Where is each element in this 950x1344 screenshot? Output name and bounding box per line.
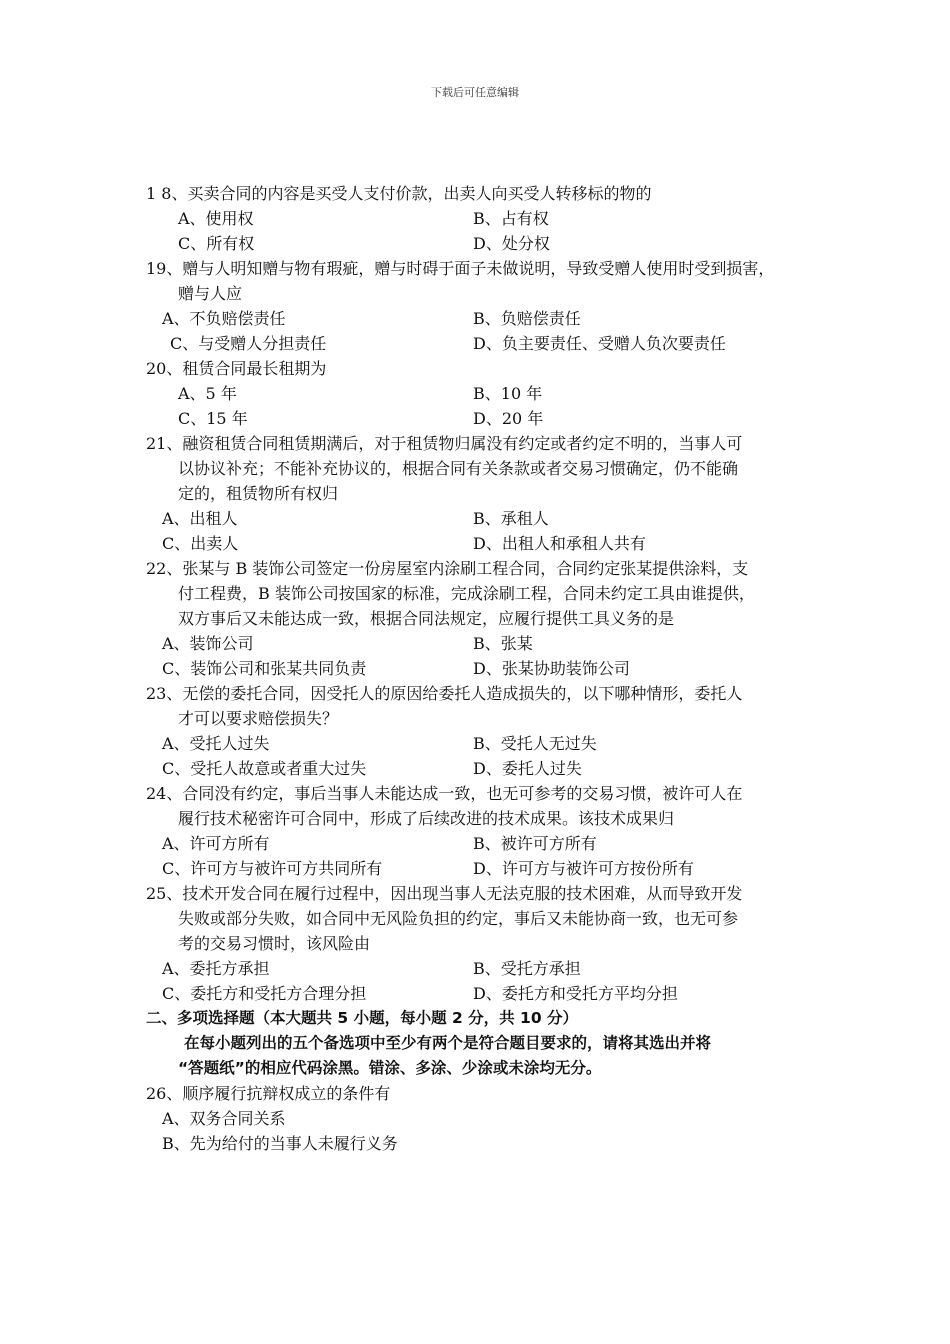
question-stem-continuation: 定的，租赁物所有权归 — [178, 484, 339, 503]
answer-option: A、出租人 — [162, 509, 238, 528]
answer-option: D、处分权 — [473, 234, 550, 253]
question-stem-continuation: 履行技术秘密许可合同中，形成了后续改进的技术成果。该技术成果归 — [178, 809, 675, 828]
section-title: 二、多项选择题（本大题共 5 小题，每小题 2 分，共 10 分） — [146, 1009, 579, 1027]
option-row — [146, 506, 826, 531]
option-row — [146, 381, 826, 406]
answer-option: B、承租人 — [473, 509, 549, 528]
page-header: 下载后可任意编辑 — [431, 86, 519, 99]
question-stem: 20、租赁合同最长租期为 — [146, 359, 327, 378]
answer-option: C、许可方与被许可方共同所有 — [162, 859, 383, 878]
answer-option: D、委托方和受托方平均分担 — [473, 984, 678, 1003]
question-stem: 19、赠与人明知赠与物有瑕疵，赠与时碍于面子未做说明，导致受赠人使用时受到损害， — [146, 259, 775, 278]
answer-option: A、使用权 — [178, 209, 254, 228]
option-row — [146, 956, 826, 981]
question-stem-continuation: 才可以要求赔偿损失？ — [178, 709, 339, 728]
answer-option: C、出卖人 — [162, 534, 239, 553]
option-row — [146, 406, 826, 431]
answer-option: D、张某协助装饰公司 — [473, 659, 630, 678]
answer-option: B、占有权 — [473, 209, 549, 228]
option-row — [146, 831, 826, 856]
answer-option: B、被许可方所有 — [473, 834, 597, 853]
answer-option: C、委托方和受托方合理分担 — [162, 984, 367, 1003]
question-stem: 1 8、买卖合同的内容是买受人支付价款，出卖人向买受人转移标的物的 — [146, 184, 652, 203]
section-instructions: 在每小题列出的五个备选项中至少有两个是符合题目要求的，请将其选出并将 — [184, 1034, 712, 1052]
answer-option: B、张某 — [473, 634, 533, 653]
answer-option: C、与受赠人分担责任 — [170, 334, 327, 353]
question-stem: 22、张某与 B 装饰公司签定一份房屋室内涂刷工程合同，合同约定张某提供涂料，支 — [146, 559, 749, 578]
question-stem-continuation: 失败或部分失败，如合同中无风险负担的约定，事后又未能协商一致，也无可参 — [178, 909, 739, 928]
option-row — [146, 231, 826, 256]
option-row — [146, 331, 826, 356]
answer-option: B、10 年 — [473, 384, 543, 403]
answer-option: D、许可方与被许可方按份所有 — [473, 859, 694, 878]
option-row — [146, 631, 826, 656]
question-stem-continuation: 以协议补充；不能补充协议的，根据合同有关条款或者交易习惯确定，仍不能确 — [178, 459, 739, 478]
answer-option: C、受托人故意或者重大过失 — [162, 759, 367, 778]
answer-option: A、装饰公司 — [162, 634, 254, 653]
answer-option: A、不负赔偿责任 — [162, 309, 286, 328]
answer-option: B、负赔偿责任 — [473, 309, 581, 328]
question-stem: 26、顺序履行抗辩权成立的条件有 — [146, 1084, 391, 1103]
answer-option: D、出租人和承租人共有 — [473, 534, 646, 553]
option-row — [146, 206, 826, 231]
answer-option: A、5 年 — [178, 384, 237, 403]
answer-option: A、受托人过失 — [162, 734, 270, 753]
section-instructions: “答题纸”的相应代码涂黑。错涂、多涂、少涂或未涂均无分。 — [178, 1059, 602, 1077]
option-row — [146, 731, 826, 756]
answer-option: B、先为给付的当事人未履行义务 — [162, 1134, 398, 1153]
option-row — [146, 856, 826, 881]
question-stem: 25、技术开发合同在履行过程中，因出现当事人无法克服的技术困难，从而导致开发 — [146, 884, 743, 903]
answer-option: B、受托人无过失 — [473, 734, 597, 753]
answer-option: C、15 年 — [178, 409, 248, 428]
question-stem: 24、合同没有约定，事后当事人未能达成一致，也无可参考的交易习惯，被许可人在 — [146, 784, 743, 803]
question-stem-continuation: 赠与人应 — [178, 284, 243, 303]
option-row — [146, 531, 826, 556]
answer-option: A、许可方所有 — [162, 834, 270, 853]
answer-option: C、装饰公司和张某共同负责 — [162, 659, 367, 678]
option-row — [146, 306, 826, 331]
exam-content — [146, 181, 826, 1156]
answer-option: D、负主要责任、受赠人负次要责任 — [473, 334, 726, 353]
answer-option: D、20 年 — [473, 409, 544, 428]
option-row — [146, 756, 826, 781]
answer-option: D、委托人过失 — [473, 759, 582, 778]
question-stem: 21、融资租赁合同租赁期满后，对于租赁物归属没有约定或者约定不明的，当事人可 — [146, 434, 743, 453]
answer-option: A、委托方承担 — [162, 959, 270, 978]
answer-option: C、所有权 — [178, 234, 255, 253]
question-stem-continuation: 双方事后又未能达成一致，根据合同法规定，应履行提供工具义务的是 — [178, 609, 675, 628]
question-stem-continuation: 付工程费，B 装饰公司按国家的标准，完成涂刷工程，合同未约定工具由谁提供， — [178, 584, 755, 603]
option-row — [146, 981, 826, 1006]
question-stem-continuation: 考的交易习惯时，该风险由 — [178, 934, 371, 953]
question-stem: 23、无偿的委托合同，因受托人的原因给委托人造成损失的，以下哪种情形，委托人 — [146, 684, 743, 703]
option-row — [146, 656, 826, 681]
answer-option: A、双务合同关系 — [162, 1109, 286, 1128]
answer-option: B、受托方承担 — [473, 959, 581, 978]
